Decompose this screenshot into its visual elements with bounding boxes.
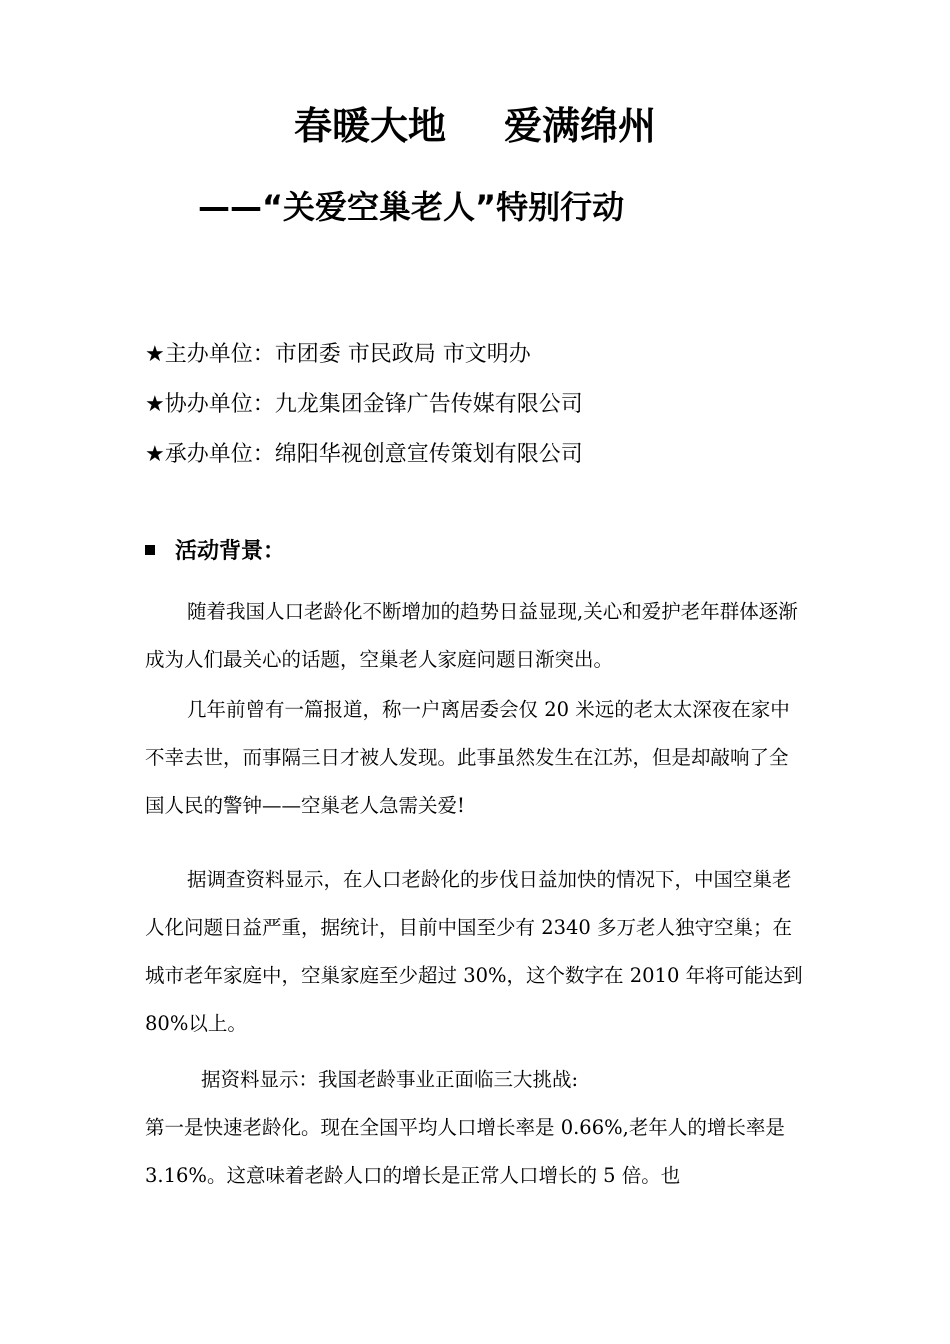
organizer-co-host: ★协办单位：九龙集团金锋广告传媒有限公司 — [145, 392, 583, 417]
paragraph-4: 据资料显示：我国老龄事业正面临三大挑战: — [201, 1068, 579, 1091]
paragraph-5: 第一是快速老龄化。现在全国平均人口增长率是 0.66%,老年人的增长率是 3.16%。这意味着老龄人口的增长是正常人口增长的 5 倍。也 — [145, 1116, 785, 1187]
organizer-list — [145, 336, 583, 486]
title-part-2: 爱满绵州 — [504, 104, 657, 148]
paragraph-1: 随着我国人口老龄化不断增加的趋势日益显现,关心和爱护老年群体逐渐成为人们最关心的话题，空巢老人家庭问题日渐突出。 — [145, 600, 798, 671]
section-heading-text: 活动背景： — [175, 539, 286, 564]
document-subtitle: ——“关爱空巢老人”特别行动 — [198, 188, 625, 226]
section-heading — [145, 532, 285, 572]
organizer-executor: ★承办单位：绵阳华视创意宣传策划有限公司 — [145, 442, 583, 467]
title-part-1: 春暖大地 — [293, 104, 446, 148]
paragraph-3: 据调查资料显示，在人口老龄化的步伐日益加快的情况下，中国空巢老人化问题日益严重，据统计，目前中国至少有 2340 多万老人独守空巢；在城市老年家庭中，空巢家庭至少超过 30%，这个数字在 2010 年将可能达到 80%以上。 — [145, 868, 803, 1035]
paragraph-2: 几年前曾有一篇报道，称一户离居委会仅 20 米远的老太太深夜在家中不幸去世，而事隔三日才被人发现。此事虽然发生在江苏，但是却敲响了全国人民的警钟——空巢老人急需关爱! — [145, 698, 790, 817]
document-title — [0, 98, 950, 154]
square-bullet-icon — [145, 545, 155, 555]
organizer-host: ★主办单位：市团委 市民政局 市文明办 — [145, 342, 531, 367]
